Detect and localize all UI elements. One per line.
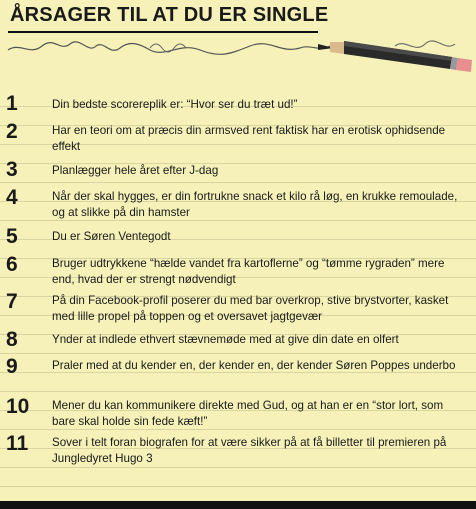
item-text: Ynder at indlede ethvert stævnemøde med at give din date en olfert: [52, 333, 399, 346]
item-text: Mener du kan kommunikere direkte med Gud, og at han er en “stor lort, som bare skal holde sin fede kæft!”: [52, 399, 444, 428]
item-number: 4: [6, 186, 18, 209]
item-number: 11: [6, 432, 29, 455]
item-number: 3: [6, 158, 18, 181]
item-number: 9: [6, 355, 18, 378]
item-text: Praler med at du kender en, der kender en, der kender Søren Poppes underbo: [52, 359, 456, 372]
item-text: Har en teori om at præcis din armsved rent faktisk har en erotisk ophidsende effekt: [52, 124, 446, 153]
item-number: 8: [6, 328, 18, 351]
item-text: Du er Søren Ventegodt: [52, 230, 171, 243]
item-number: 7: [6, 290, 18, 313]
item-number: 1: [6, 92, 18, 115]
item-text: På din Facebook-profil poserer du med bar overkrop, stive brystvorter, kasket med lille propel på toppen og et oversavet jagtgevær: [52, 294, 449, 323]
item-text: Bruger udtrykkene “hælde vandet fra kartoflerne” og “tømme rygraden” mere end, hvad der er strengt nødvendigt: [52, 257, 445, 286]
item-number: 2: [6, 120, 18, 143]
scribble-and-pencil-illustration: [0, 28, 476, 80]
page-title: ÅRSAGER TIL AT DU ER SINGLE: [10, 4, 329, 26]
item-number: 10: [6, 395, 30, 418]
item-text: Sover i telt foran biografen for at være sikker på at få billetter til premieren på Jungledyret Hugo 3: [52, 436, 447, 465]
item-text: Når der skal hygges, er din fortrukne snack et kilo rå løg, en krukke remoulade, og at slikke på din hamster: [52, 190, 458, 219]
item-number: 6: [6, 253, 18, 276]
item-text: Din bedste scorereplik er: “Hvor ser du træt ud!”: [52, 98, 298, 111]
item-number: 5: [6, 225, 18, 248]
bottom-border: [0, 501, 476, 509]
item-text: Planlægger hele året efter J-dag: [52, 164, 219, 177]
